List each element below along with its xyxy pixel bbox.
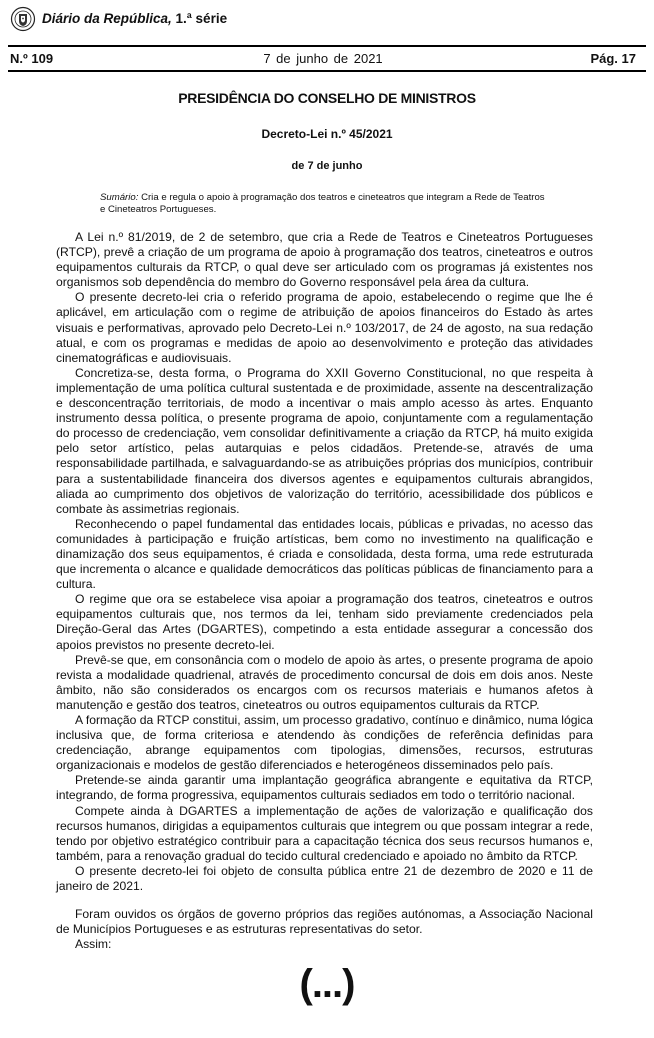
decree-title: Decreto-Lei n.º 45/2021 (261, 127, 393, 141)
journal-title (42, 11, 227, 26)
decree-date: de 7 de junho (291, 160, 363, 172)
summary-text: Cria e regula o apoio à programação dos teatros e cineteatros que integram a Rede de Teatros e Cineteatros Portugueses. (100, 192, 545, 215)
paragraph: Prevê-se que, em consonância com o modelo de apoio às artes, o presente programa de apoio revista a modalidade quadrienal, através de procedimento concursal de dois em dois anos. Neste âmbito, não são considerados os encargos com os recursos materiais e humanos afetos à manutenção e gestão dos teatros, cineteatros ou outros equipamentos culturais da RTCP. (56, 652, 593, 712)
journal-series: 1.ª série (175, 11, 228, 26)
paragraph: O presente decreto-lei foi objeto de consulta pública entre 21 de dezembro de 2020 e 11 de janeiro de 2021. (56, 863, 593, 894)
paragraph: A Lei n.º 81/2019, de 2 de setembro, que cria a Rede de Teatros e Cineteatros Portugueses (RTCP), prevê a criação de um programa de apoio à programação dos teatros, cineteatros e outros equipamentos culturais da RTCP, o qual deve ser articulado com os programas já existentes nos organismos sob dependência do membro do Governo responsável pela área da cultura. (56, 230, 593, 290)
paragraph: O regime que ora se estabelece visa apoiar a programação dos teatros, cineteatros e outros equipamentos culturais que, nos termos da lei, tenham sido previamente credenciados pela Direção-Geral das Artes (DGARTES), competindo a esta entidade assegurar a concessão dos apoios previstos no presente decreto-lei. (56, 592, 593, 652)
page-number: Pág. 17 (590, 51, 636, 66)
paragraph: Reconhecendo o papel fundamental das entidades locais, públicas e privadas, no acesso das comunidades à participação e fruição artísticas, bem como no investimento na qualificação e dinamização dos seus equipamentos, é criada e consolidada, desta forma, uma rede estruturada que incrementa o alcance e qualidade democráticos das políticas públicas de financiamento para a cultura. (56, 516, 593, 592)
ministry-heading: PRESIDÊNCIA DO CONSELHO DE MINISTROS (178, 90, 476, 106)
paragraph: Compete ainda à DGARTES a implementação de ações de valorização e qualificação dos recursos humanos, dirigidas a equipamentos culturais que integrem ou que possam integrar a rede, tendo por objetivo estratégico contribuir para a capacitação técnica dos seus recursos humanos e, também, para a renovação gradual do tecido cultural credenciado e apoiado no âmbito da RTCP. (56, 803, 593, 863)
paragraph: O presente decreto-lei cria o referido programa de apoio, estabelecendo o regime que lhe é aplicável, em articulação com o regime de atribuição de apoios financeiros do Estado às artes visuais e performativas, aprovado pelo Decreto-Lei n.º 103/2017, de 24 de agosto, na sua redação atual, e com os programas e medidas de apoio ao desenvolvimento e proteção das atividades cinematográficas e audiovisuais. (56, 290, 593, 365)
summary (100, 192, 550, 216)
journal-name: Diário da República, (42, 11, 172, 26)
top-rule (8, 45, 646, 47)
paragraph: Concretiza-se, desta forma, o Programa do XXII Governo Constitucional, no que respeita à implementação de uma política cultural sustentada e de proximidade, assente na descentralização e desconcentração territoriais, de modo a incentivar o mais amplo acesso às artes. Enquanto instrumento dessa política, o presente programa de apoio, conjuntamente com a regulamentação do processo de credenciação, vem consolidar definitivamente a criação da RTCP, há muito exigida pelo setor artístico, pelas autarquias e pelos cidadãos. Pretende-se, através de uma responsabilidade partilhada, e salvaguardando-se as atribuições próprias dos municípios, contribuir para a sustentabilidade financeira dos diversos agentes e equipamentos culturais abrangidos, aliada ao cumprimento dos objetivos de valorização do território, acessibilidade dos públicos e combate às assimetrias regionais. (56, 365, 593, 516)
paragraph: Assim: (75, 937, 112, 952)
bottom-rule (8, 70, 646, 72)
issue-number: N.º 109 (10, 51, 54, 66)
decree-body (56, 230, 593, 952)
coat-of-arms-icon (10, 6, 36, 32)
journal-header (8, 6, 648, 32)
paragraph: Foram ouvidos os órgãos de governo próprios das regiões autónomas, a Associação Nacional de Municípios Portugueses e as estruturas representativas do setor. (56, 907, 593, 937)
issue-bar (10, 51, 636, 67)
omission-ellipsis: (...) (299, 962, 355, 1006)
summary-label: Sumário: (100, 192, 139, 203)
paragraph: Pretende-se ainda garantir uma implantação geográfica abrangente e equitativa da RTCP, integrando, de forma progressiva, equipamentos culturais sediados em todo o território nacional. (56, 773, 593, 803)
issue-date: 7 de junho de 2021 (263, 51, 383, 66)
paragraph: A formação da RTCP constitui, assim, um processo gradativo, contínuo e dinâmico, numa lógica inclusiva que, de forma criteriosa e atendendo às condições de referência definidas para credenciação, abrange equipamentos com tipologias, dimensões, recursos, estruturas organizacionais e modelos de gestão diferenciados e heterogéneos disseminados pelo país. (56, 713, 593, 773)
